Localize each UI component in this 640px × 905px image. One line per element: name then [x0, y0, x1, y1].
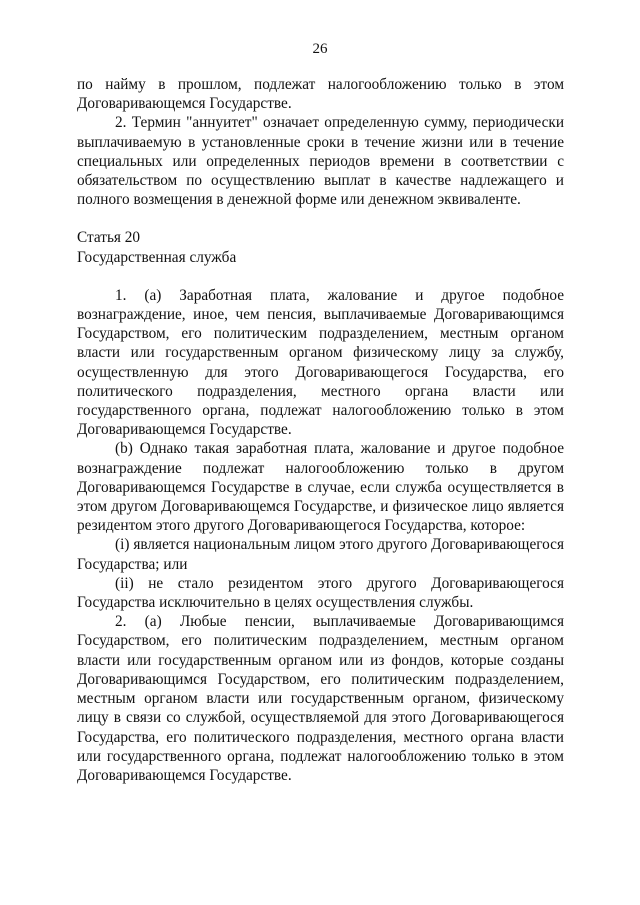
- paragraph-1b-ii: (ii) не стало резидентом этого другого Договаривающегося Государства исключительно в целях осуществления службы.: [77, 574, 564, 612]
- paragraph-1b-i: (i) является национальным лицом этого другого Договаривающегося Государства; или: [77, 536, 564, 573]
- paragraph-1b: (b) Однако такая заработная плата, жалование и другое подобное вознаграждение подлежат налогообложению только в другом Договаривающемся Государстве в случае, если служба осуществляется в этом другом Договаривающемся Государстве, и физическое лицо является резидентом этого другого Договаривающегося Государства, которое:: [77, 440, 564, 535]
- document-body: [77, 75, 564, 785]
- paragraph-2a: 2. (a) Любые пенсии, выплачиваемые Договаривающимся Государством, его политическим подразделением, местным органом власти или государственным органом или из фондов, которые созданы Договаривающимся Государством, его политическим подразделением, местным органом власти или государственным органом, физическому лицу в связи со службой, осуществляемой для этого Договаривающегося Государства, его политического подразделения, местного органа власти или государственного органа, подлежат налогообложению только в этом Договаривающемся Государстве.: [77, 613, 564, 784]
- paragraph-annuity-definition: 2. Термин "аннуитет" означает определенную сумму, периодически выплачиваемую в установленные сроки в течение жизни или в течение специальных или определенных периодов времени в соответствии с обязательством по осуществлению выплат в качестве надлежащего и полного возмещения в денежной форме или денежном эквиваленте.: [77, 114, 564, 209]
- page-number: 26: [312, 41, 328, 57]
- paragraph-continuation: по найму в прошлом, подлежат налогообложению только в этом Договаривающемся Государстве.: [77, 76, 564, 113]
- article-number: Статья 20: [77, 229, 141, 247]
- article-heading: [77, 228, 564, 266]
- article-title: Государственная служба: [77, 248, 237, 266]
- paragraph-1a: 1. (a) Заработная плата, жалование и другое подобное вознаграждение, иное, чем пенсия, выплачиваемые Договаривающимся Государством, его политическим подразделением, местным органом власти или государственным органом физическому лицу за службу, осуществленную для этого Договаривающегося Государства, его политического подразделения, местного органа власти или государственного органа, подлежат налогообложению только в этом Договаривающемся Государстве.: [77, 286, 564, 439]
